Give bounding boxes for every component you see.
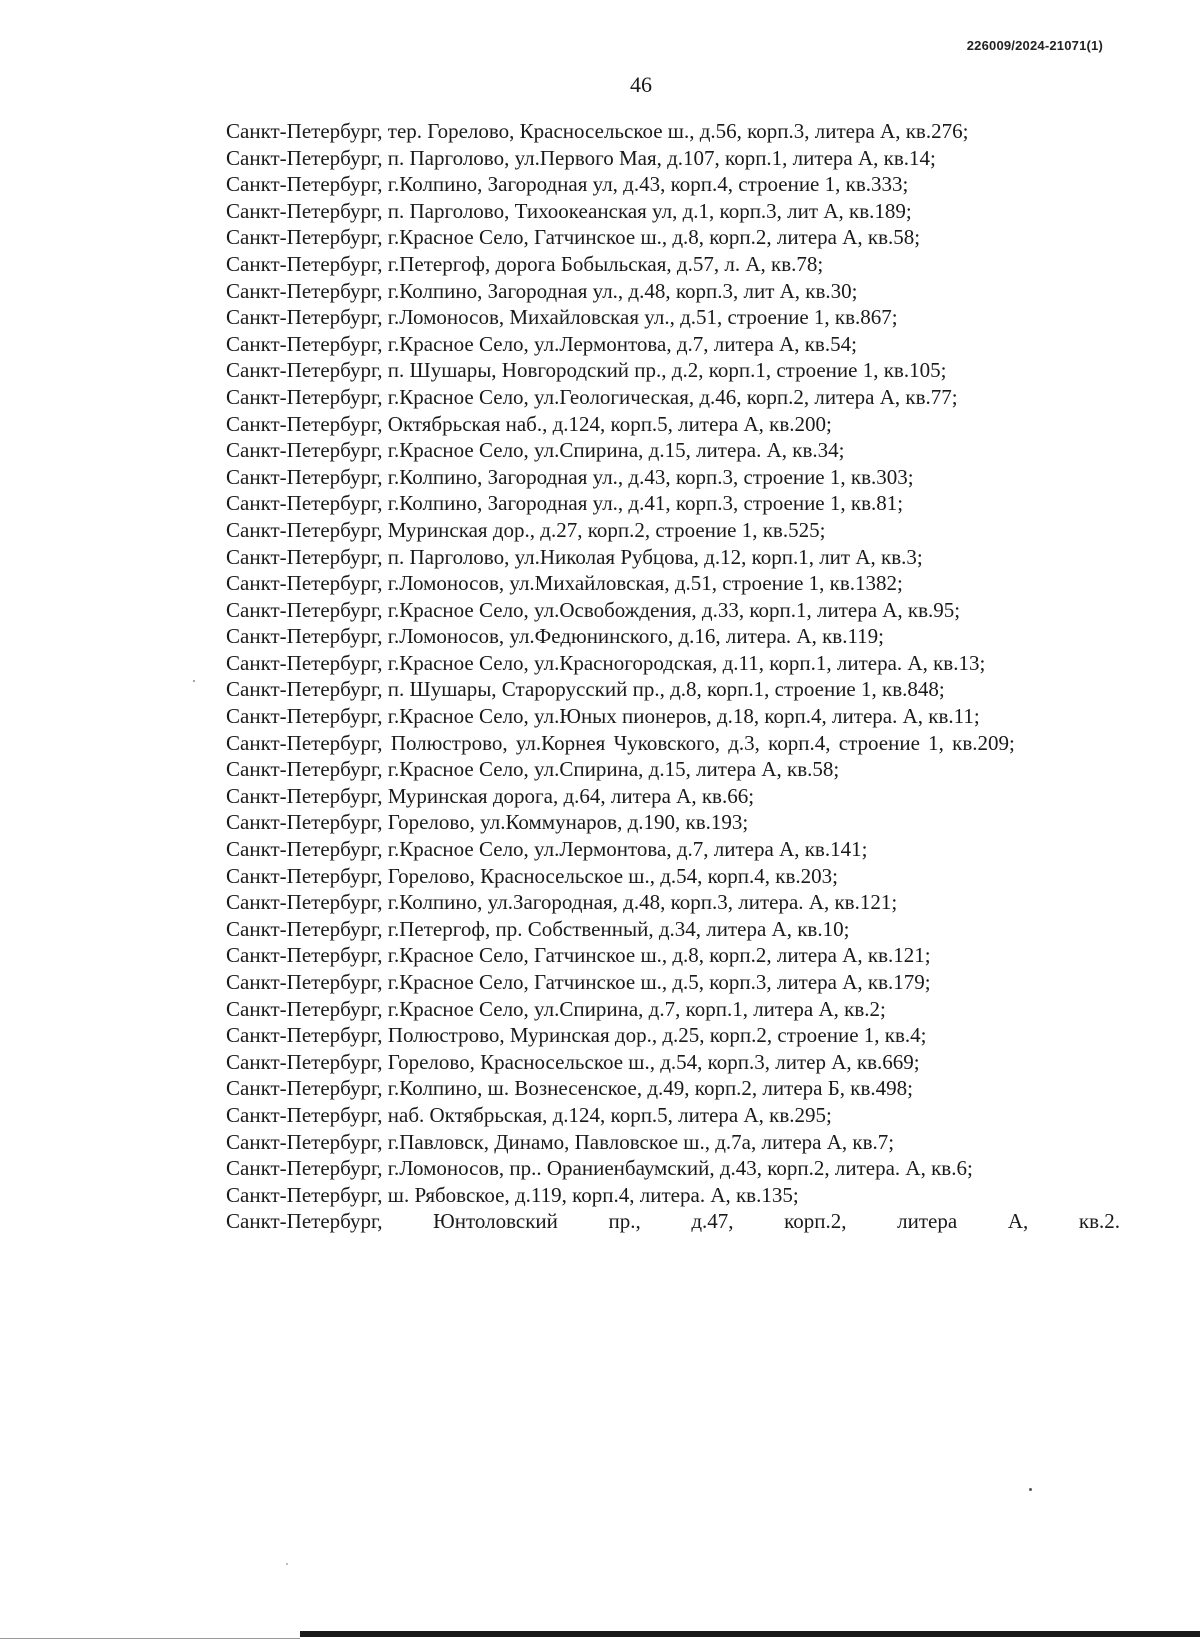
address-list (172, 118, 1120, 1235)
scan-speck (1029, 1488, 1032, 1491)
scan-speck (286, 1563, 288, 1565)
address-item: Санкт-Петербург, п. Шушары, Новгородский пр., д.2, корп.1, строение 1, кв.105; (226, 358, 947, 383)
address-item: Санкт-Петербург, г.Красное Село, Гатчинское ш., д.8, корп.2, литера А, кв.58; (226, 225, 921, 250)
address-item: Санкт-Петербург, г.Красное Село, ул.Спирина, д.7, корп.1, литера А, кв.2; (226, 996, 886, 1021)
address-item: Санкт-Петербург, г.Красное Село, ул.Юных пионеров, д.18, корп.4, литера. А, кв.11; (226, 704, 980, 729)
address-item: Санкт-Петербург, Октябрьская наб., д.124, корп.5, литера А, кв.200; (226, 411, 832, 436)
address-item: Санкт-Петербург, г.Петергоф, дорога Бобыльская, д.57, л. А, кв.78; (226, 251, 824, 276)
address-item: Санкт-Петербург, г.Петергоф, пр. Собственный, д.34, литера А, кв.10; (226, 916, 850, 941)
address-item: Санкт-Петербург, г.Колпино, Загородная ул., д.43, корп.3, строение 1, кв.303; (226, 464, 914, 489)
document-id: 226009/2024-21071(1) (966, 38, 1103, 53)
address-item: Санкт-Петербург, ш. Рябовское, д.119, корп.4, литера. А, кв.135; (226, 1182, 799, 1207)
address-item: Санкт-Петербург, п. Шушары, Старорусский пр., д.8, корп.1, строение 1, кв.848; (226, 677, 945, 702)
address-item: Санкт-Петербург, г.Павловск, Динамо, Павловское ш., д.7а, литера А, кв.7; (226, 1129, 895, 1154)
address-item: Санкт-Петербург, г.Ломоносов, Михайловская ул., д.51, строение 1, кв.867; (226, 305, 898, 330)
address-item: Санкт-Петербург, г.Красное Село, ул.Лермонтова, д.7, литера А, кв.141; (226, 837, 868, 862)
address-item: Санкт-Петербург, г.Красное Село, Гатчинское ш., д.8, корп.2, литера А, кв.121; (226, 943, 931, 968)
address-item: Санкт-Петербург, Полюстрово, ул.Корнея Чуковского, д.3, корп.4, строение 1, кв.209; (226, 730, 1015, 755)
page-number: 46 (630, 72, 652, 97)
address-item: Санкт-Петербург, г.Красное Село, Гатчинское ш., д.5, корп.3, литера А, кв.179; (226, 970, 931, 994)
address-item: Санкт-Петербург, г.Колпино, ш. Вознесенское, д.49, корп.2, литера Б, кв.498; (226, 1076, 913, 1101)
address-item: Санкт-Петербург, Полюстрово, Муринская дор., д.25, корп.2, строение 1, кв.4; (226, 1023, 927, 1048)
address-item: Санкт-Петербург, Горелово, Красносельское ш., д.54, корп.4, кв.203; (226, 863, 838, 888)
address-item: Санкт-Петербург, г.Колпино, Загородная ул., д.41, корп.3, строение 1, кв.81; (226, 491, 904, 516)
address-item: Санкт-Петербург, Горелово, ул.Коммунаров, д.190, кв.193; (226, 810, 749, 835)
address-item: Санкт-Петербург, г.Красное Село, ул.Освобождения, д.33, корп.1, литера А, кв.95; (226, 597, 961, 622)
address-item: Санкт-Петербург, п. Парголово, Тихоокеанская ул, д.1, корп.3, лит А, кв.189; (226, 198, 912, 223)
address-item: Санкт-Петербург, г.Колпино, Загородная ул., д.48, корп.3, лит А, кв.30; (226, 278, 858, 303)
address-item: Санкт-Петербург, Муринская дор., д.27, корп.2, строение 1, кв.525; (226, 517, 826, 542)
address-item: Санкт-Петербург, тер. Горелово, Красносельское ш., д.56, корп.3, литера А, кв.276; (226, 119, 969, 143)
address-item: Санкт-Петербург, Горелово, Красносельское ш., д.54, корп.3, литер А, кв.669; (226, 1049, 920, 1074)
address-item: Санкт-Петербург, г.Красное Село, ул.Спирина, д.15, литера А, кв.58; (226, 757, 840, 782)
address-item: Санкт-Петербург, г.Красное Село, ул.Геологическая, д.46, корп.2, литера А, кв.77; (226, 384, 958, 409)
address-item: Санкт-Петербург, г.Ломоносов, ул.Федюнинского, д.16, литера. А, кв.119; (226, 624, 885, 649)
scan-speck (193, 680, 195, 682)
address-item: Санкт-Петербург, наб. Октябрьская, д.124, корп.5, литера А, кв.295; (226, 1102, 832, 1127)
address-item: Санкт-Петербург, г.Ломоносов, пр.. Ораниенбаумский, д.43, корп.2, литера. А, кв.6; (226, 1156, 973, 1181)
address-item: Санкт-Петербург, п. Парголово, ул.Николая Рубцова, д.12, корп.1, лит А, кв.3; (226, 544, 923, 569)
address-item: Санкт-Петербург, г.Колпино, ул.Загородная, д.48, корп.3, литера. А, кв.121; (226, 890, 898, 915)
address-item: Санкт-Петербург, Муринская дорога, д.64, литера А, кв.66; (226, 783, 755, 808)
address-item: Санкт-Петербург, г.Красное Село, ул.Спирина, д.15, литера. А, кв.34; (226, 438, 845, 463)
address-item: Санкт-Петербург, г.Красное Село, ул.Лермонтова, д.7, литера А, кв.54; (226, 331, 857, 356)
scan-edge-bar (300, 1631, 1200, 1637)
address-item: Санкт-Петербург, п. Парголово, ул.Первого Мая, д.107, корп.1, литера А, кв.14; (226, 145, 936, 170)
address-item: Санкт-Петербург, Юнтоловский пр., д.47, корп.2, литера А, кв.2. (226, 1209, 1120, 1234)
address-item: Санкт-Петербург, г.Ломоносов, ул.Михайловская, д.51, строение 1, кв.1382; (226, 571, 903, 596)
address-item: Санкт-Петербург, г.Колпино, Загородная ул, д.43, корп.4, строение 1, кв.333; (226, 172, 909, 197)
address-item: Санкт-Петербург, г.Красное Село, ул.Красногородская, д.11, корп.1, литера. А, кв.13; (226, 650, 986, 675)
